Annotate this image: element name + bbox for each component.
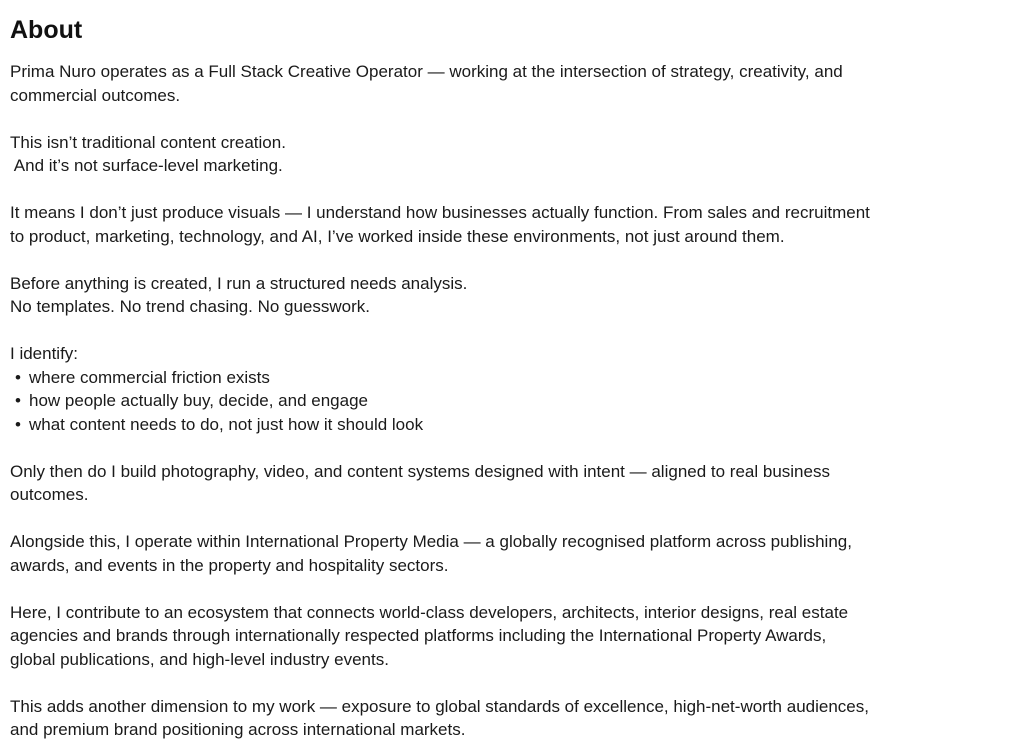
text-line: commercial outcomes. bbox=[10, 85, 181, 105]
text-line: Alongside this, I operate within International Property Media — a globally recognised platform across publishing, bbox=[10, 532, 852, 551]
list-item-text: where commercial friction exists bbox=[29, 367, 270, 387]
paragraph-gap bbox=[10, 577, 1008, 601]
about-title: About bbox=[10, 16, 83, 44]
text-line: Here, I contribute to an ecosystem that connects world-class developers, architects, interior designs, real estate bbox=[10, 602, 849, 622]
paragraph-dimension bbox=[10, 695, 1008, 742]
paragraph-gap bbox=[10, 248, 1008, 272]
text-line: And it’s not surface-level marketing. bbox=[10, 156, 283, 175]
text-line: Only then do I build photography, video, and content systems designed with intent — aligned to real business bbox=[10, 461, 830, 481]
paragraph-gap bbox=[10, 436, 1008, 460]
text-line: Before anything is created, I run a structured needs analysis. bbox=[10, 273, 468, 293]
list-intro: I identify: bbox=[10, 344, 79, 363]
paragraph-content-systems bbox=[10, 460, 1008, 507]
paragraph-positioning bbox=[10, 131, 1008, 178]
text-line: It means I don’t just produce visuals — I understand how businesses actually function. From sales and recruitment bbox=[10, 203, 870, 222]
text-line: global publications, and high-level industry events. bbox=[10, 649, 389, 669]
paragraph-ecosystem bbox=[10, 601, 1008, 672]
bullet-icon: • bbox=[15, 367, 21, 387]
text-line: Prima Nuro operates as a Full Stack Creative Operator — working at the intersection of strategy, creativity, and bbox=[10, 62, 843, 81]
paragraph-business-understanding bbox=[10, 201, 1008, 248]
text-line: and premium brand positioning across international markets. bbox=[10, 720, 466, 739]
paragraph-property-media bbox=[10, 530, 1008, 577]
about-body bbox=[10, 60, 1008, 742]
paragraph-gap bbox=[10, 107, 1008, 131]
text-line: This adds another dimension to my work — exposure to global standards of excellence, high-net-worth audiences, bbox=[10, 696, 869, 716]
list-item-text: what content needs to do, not just how it should look bbox=[29, 414, 424, 434]
text-line: to product, marketing, technology, and AI, I’ve worked inside these environments, not just around them. bbox=[10, 226, 785, 246]
paragraph-gap bbox=[10, 671, 1008, 695]
text-line: awards, and events in the property and hospitality sectors. bbox=[10, 555, 449, 575]
paragraph-identify-list bbox=[10, 342, 1008, 436]
list-item bbox=[10, 389, 1008, 413]
bullet-icon: • bbox=[15, 414, 21, 434]
text-line: This isn’t traditional content creation. bbox=[10, 132, 286, 152]
paragraph-intro bbox=[10, 60, 1008, 107]
paragraph-gap bbox=[10, 178, 1008, 202]
text-line: No templates. No trend chasing. No guesswork. bbox=[10, 297, 371, 316]
list-item bbox=[10, 366, 1008, 390]
bullet-icon: • bbox=[15, 391, 21, 410]
paragraph-gap bbox=[10, 507, 1008, 531]
paragraph-gap bbox=[10, 319, 1008, 343]
text-line: outcomes. bbox=[10, 485, 89, 504]
text-line: agencies and brands through internationally respected platforms including the International Property Awards, bbox=[10, 626, 827, 645]
paragraph-needs-analysis bbox=[10, 272, 1008, 319]
list-item-text: how people actually buy, decide, and engage bbox=[29, 391, 368, 410]
list-item bbox=[10, 413, 1008, 437]
